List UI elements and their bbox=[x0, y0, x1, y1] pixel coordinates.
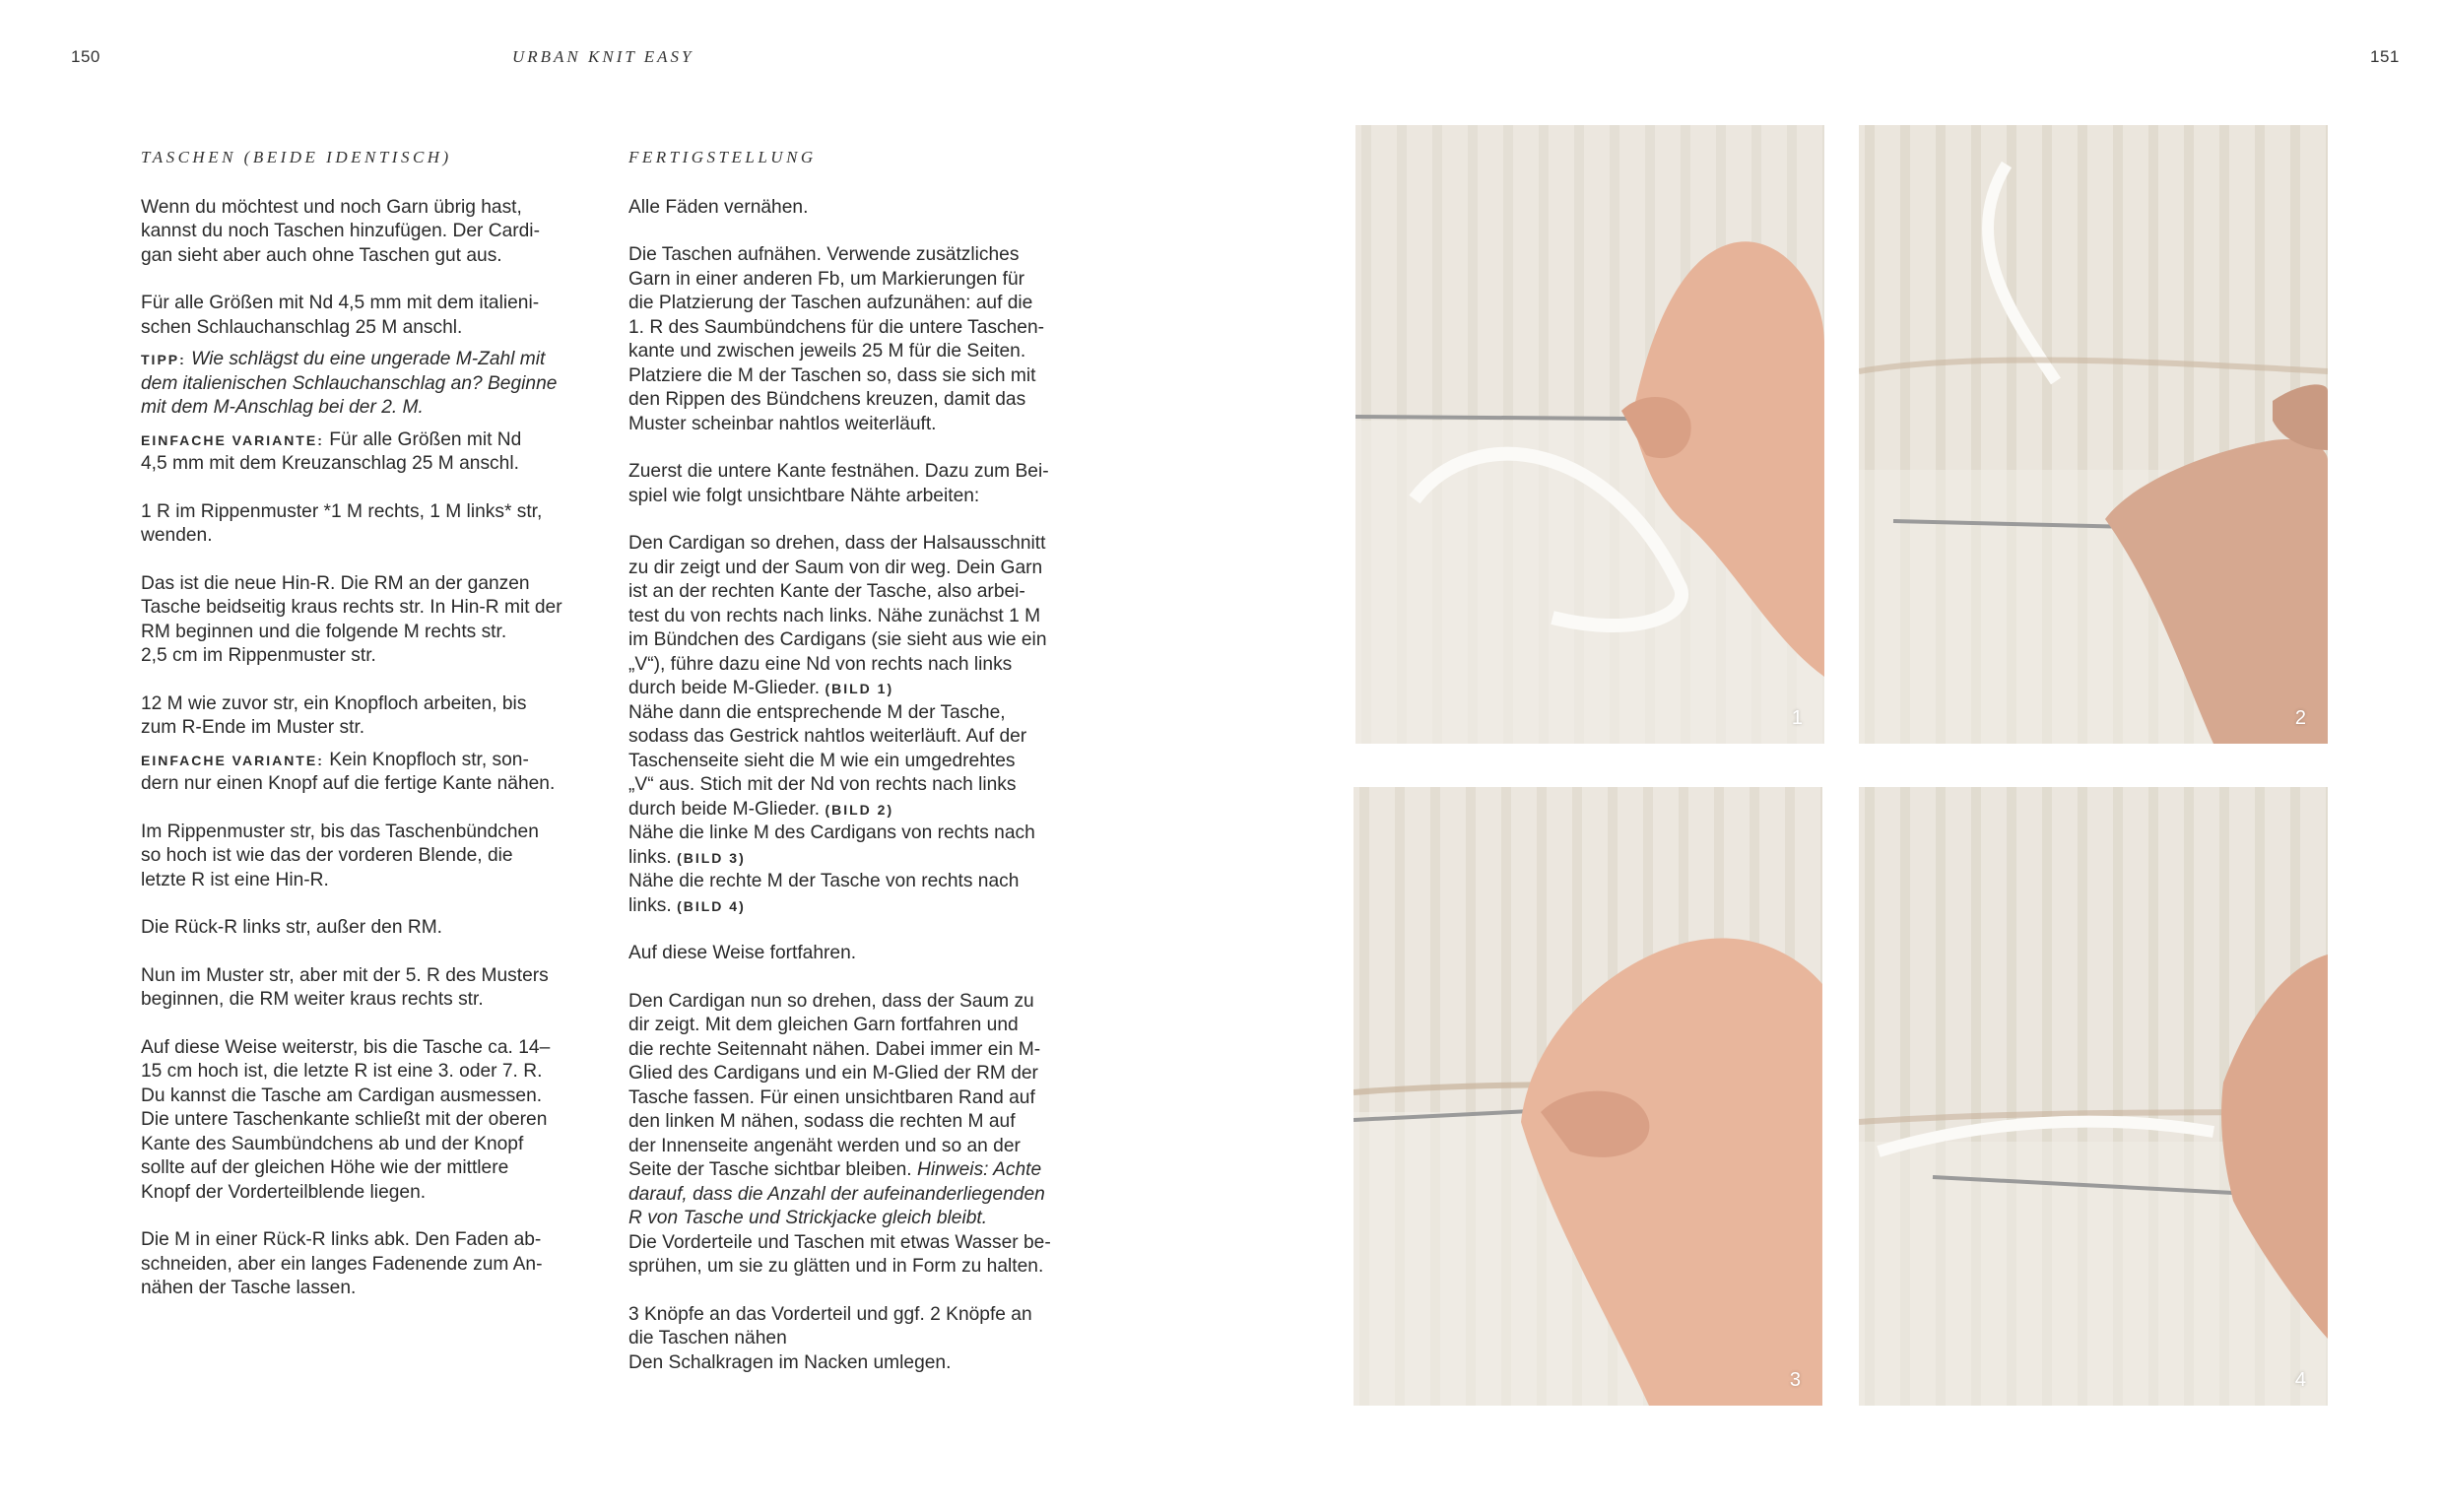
text-line: so hoch ist wie das der vorderen Blende, die bbox=[141, 845, 513, 866]
text-line: 1. R des Saumbündchens für die untere Taschen- bbox=[628, 316, 1045, 338]
figure-ref-4: (BILD 4) bbox=[677, 897, 746, 914]
text-line: 2,5 cm im Rippenmuster str. bbox=[141, 645, 376, 666]
text-line: 4,5 mm mit dem Kreuzanschlag 25 M anschl. bbox=[141, 453, 519, 474]
text-line: Knopf der Vorderteilblende liegen. bbox=[141, 1181, 427, 1203]
text-line: Für alle Größen mit Nd bbox=[329, 428, 522, 450]
instruction-text bbox=[628, 822, 1072, 846]
text-line: der Innenseite angenäht werden und so an der bbox=[628, 1135, 1021, 1156]
photo-number: 3 bbox=[1789, 1369, 1801, 1391]
instruction-text bbox=[628, 532, 1072, 677]
text-line: nähen der Tasche lassen. bbox=[141, 1278, 357, 1298]
text-line: den Rippen des Bündchens kreuzen, damit das bbox=[628, 389, 1026, 410]
paragraph bbox=[141, 821, 584, 893]
page-number-right: 151 bbox=[2370, 47, 2400, 66]
text-line: Platziere die M der Taschen so, dass sie sich mit bbox=[628, 364, 1036, 386]
knit-photo-illustration bbox=[1355, 125, 1824, 744]
text-line: Die M in einer Rück-R links abk. Den Faden ab- bbox=[141, 1229, 542, 1250]
section-heading-taschen: TASCHEN (BEIDE IDENTISCH) bbox=[141, 148, 452, 166]
text-line: Nähe die linke M des Cardigans von rechts nach bbox=[628, 822, 1035, 843]
text-line: Im Rippenmuster str, bis das Taschenbündchen bbox=[141, 821, 539, 842]
text-line: 3 Knöpfe an das Vorderteil und ggf. 2 Knöpfe an bbox=[628, 1303, 1032, 1325]
text-line: test du von rechts nach links. Nähe zunächst 1 M bbox=[628, 605, 1041, 626]
column-fertigstellung bbox=[628, 146, 1072, 1399]
paragraph bbox=[141, 692, 584, 741]
text-line: kante und zwischen jeweils 25 M für die Seiten. bbox=[628, 341, 1026, 362]
text-line: Zuerst die untere Kante festnähen. Dazu zum Bei- bbox=[628, 461, 1049, 482]
text-line: Den Cardigan nun so drehen, dass der Saum zu bbox=[628, 990, 1034, 1012]
tip-paragraph bbox=[141, 348, 584, 421]
paragraph bbox=[141, 1036, 584, 1206]
text-line: Du kannst die Tasche am Cardigan ausmessen. bbox=[141, 1085, 543, 1106]
text-line: sollte auf der gleichen Höhe wie der mittlere bbox=[141, 1157, 509, 1178]
paragraph bbox=[628, 460, 1072, 508]
tip-text bbox=[141, 349, 584, 421]
text-line: letzte R ist eine Hin-R. bbox=[141, 869, 329, 890]
text-line: 1 R im Rippenmuster *1 M rechts, 1 M links* str, bbox=[141, 500, 543, 522]
paragraph bbox=[628, 990, 1072, 1280]
variant-label: EINFACHE VARIANTE: bbox=[141, 431, 324, 448]
text-line: die Platzierung der Taschen aufzunähen: auf die bbox=[628, 293, 1033, 313]
text-line: „V“), führe dazu eine Nd von rechts nach links bbox=[628, 653, 1013, 675]
text-line: Kein Knopfloch str, son- bbox=[329, 749, 529, 770]
photo-number: 1 bbox=[1791, 707, 1803, 729]
text-line: die rechte Seitennaht nähen. Dabei immer ein M- bbox=[628, 1038, 1041, 1060]
text-line: zu dir zeigt und der Saum von dir weg. Dein Garn bbox=[628, 557, 1043, 578]
text-line: sprühen, um sie zu glätten und in Form zu halten. bbox=[628, 1256, 1044, 1277]
text-line: Die Taschen aufnähen. Verwende zusätzliches bbox=[628, 244, 1020, 265]
text-line: „V“ aus. Stich mit der Nd von rechts nach links bbox=[628, 774, 1017, 795]
paragraph-text bbox=[628, 1231, 1072, 1280]
text-line: dem italienischen Schlauchanschlag an? Beginne bbox=[141, 372, 558, 394]
tip-label: TIPP: bbox=[141, 352, 186, 367]
knit-photo-illustration bbox=[1354, 787, 1822, 1406]
text-line: gan sieht aber auch ohne Taschen gut aus. bbox=[141, 244, 502, 266]
text-line: dern nur einen Knopf auf die fertige Kante nähen. bbox=[141, 773, 556, 794]
text-line: Auf diese Weise fortfahren. bbox=[628, 943, 857, 963]
text-line: sodass das Gestrick nahtlos weiterläuft. Auf der bbox=[628, 726, 1027, 747]
photo-step-2 bbox=[1859, 125, 2328, 744]
text-line: wenden. bbox=[141, 525, 213, 546]
text-line: dir zeigt. Mit dem gleichen Garn fortfahren und bbox=[628, 1015, 1019, 1035]
instruction-text: links. bbox=[628, 894, 672, 916]
text-line: schen Schlauchanschlag 25 M anschl. bbox=[141, 316, 463, 338]
text-line: den linken M nähen, sodass die rechten M auf bbox=[628, 1111, 1016, 1132]
photo-step-4 bbox=[1859, 787, 2328, 1406]
photo-number: 2 bbox=[2294, 707, 2306, 729]
paragraph bbox=[141, 292, 584, 340]
paragraph bbox=[141, 1228, 584, 1301]
photo-step-1 bbox=[1355, 125, 1824, 744]
paragraph bbox=[141, 916, 584, 941]
text-line: im Bündchen des Cardigans (sie sieht aus wie ein bbox=[628, 629, 1047, 650]
text-line: Wenn du möchtest und noch Garn übrig hast, bbox=[141, 196, 522, 218]
text-line: beginnen, die RM weiter kraus rechts str. bbox=[141, 989, 484, 1010]
text-line: kannst du noch Taschen hinzufügen. Der Cardi- bbox=[141, 221, 540, 241]
text-line: die Taschen nähen bbox=[628, 1328, 787, 1348]
text-line: Hinweis: Achte bbox=[916, 1159, 1042, 1180]
text-line: Wie schlägst du eine ungerade M-Zahl mit bbox=[191, 349, 546, 369]
text-line: Auf diese Weise weiterstr, bis die Tasche ca. 14– bbox=[141, 1036, 551, 1058]
text-line: Tasche beidseitig kraus rechts str. In Hin-R mit der bbox=[141, 597, 562, 618]
text-line: R von Tasche und Strickjacke gleich bleibt. bbox=[628, 1208, 988, 1228]
text-line: 15 cm hoch ist, die letzte R ist eine 3. oder 7. R. bbox=[141, 1061, 543, 1082]
text-line: Für alle Größen mit Nd 4,5 mm mit dem italieni- bbox=[141, 293, 540, 313]
running-head: URBAN KNIT EASY bbox=[512, 47, 694, 66]
page-number-left: 150 bbox=[71, 47, 100, 66]
text-line: spiel wie folgt unsichtbare Nähte arbeiten: bbox=[628, 485, 980, 506]
variant-paragraph bbox=[141, 428, 584, 477]
text-line: Nun im Muster str, aber mit der 5. R des Musters bbox=[141, 964, 549, 986]
text-line: Tasche fassen. Für einen unsichtbaren Rand auf bbox=[628, 1086, 1035, 1108]
text-line: zum R-Ende im Muster str. bbox=[141, 717, 365, 738]
section-heading-fertigstellung: FERTIGSTELLUNG bbox=[628, 148, 817, 166]
paragraph bbox=[141, 196, 584, 269]
photo-step-3 bbox=[1354, 787, 1822, 1406]
paragraph bbox=[141, 964, 584, 1013]
text-line: Kante des Saumbündchens ab und der Knopf bbox=[141, 1133, 524, 1154]
text-line: mit dem M-Anschlag bei der 2. M. bbox=[141, 397, 424, 418]
figure-ref-3: (BILD 3) bbox=[677, 849, 746, 866]
text-line: darauf, dass die Anzahl der aufeinanderliegenden bbox=[628, 1183, 1045, 1205]
paragraph bbox=[628, 1303, 1072, 1376]
text-line: Den Schalkragen im Nacken umlegen. bbox=[628, 1351, 952, 1373]
column-taschen bbox=[141, 146, 584, 1325]
text-line: Glied des Cardigans und ein M-Glied der RM der bbox=[628, 1063, 1038, 1084]
text-line: RM beginnen und die folgende M rechts str. bbox=[141, 621, 507, 642]
paragraph-text bbox=[628, 990, 1072, 1159]
knit-photo-illustration bbox=[1859, 787, 2328, 1406]
figure-ref-1: (BILD 1) bbox=[825, 681, 894, 696]
photo-number: 4 bbox=[2294, 1369, 2306, 1391]
variant-paragraph bbox=[141, 749, 584, 797]
text-line: Die Rück-R links str, außer den RM. bbox=[141, 917, 443, 938]
paragraph bbox=[141, 572, 584, 669]
paragraph bbox=[141, 500, 584, 549]
text-line: Die Vorderteile und Taschen mit etwas Wasser be- bbox=[628, 1231, 1051, 1253]
paragraph bbox=[628, 942, 1072, 966]
variant-label: EINFACHE VARIANTE: bbox=[141, 752, 324, 768]
instruction-text bbox=[628, 701, 1072, 798]
instruction-text: durch beide M-Glieder. bbox=[628, 678, 821, 698]
text-line: Taschenseite sieht die M wie ein umgedrehtes bbox=[628, 750, 1016, 771]
instruction-text bbox=[628, 870, 1072, 894]
paragraph-text: Seite der Tasche sichtbar bleiben. bbox=[628, 1159, 912, 1180]
text-line: 12 M wie zuvor str, ein Knopfloch arbeiten, bis bbox=[141, 692, 527, 714]
instruction-block bbox=[628, 532, 1072, 918]
text-line: Nähe die rechte M der Tasche von rechts nach bbox=[628, 871, 1020, 891]
instruction-text: durch beide M-Glieder. bbox=[628, 798, 821, 820]
knit-photo-illustration bbox=[1859, 125, 2328, 744]
text-line: Nähe dann die entsprechende M der Tasche, bbox=[628, 701, 1006, 723]
paragraph bbox=[628, 243, 1072, 436]
text-line: Die untere Taschenkante schließt mit der oberen bbox=[141, 1109, 548, 1130]
text-line: Muster scheinbar nahtlos weiterläuft. bbox=[628, 413, 937, 434]
instruction-text: links. bbox=[628, 846, 672, 868]
figure-ref-2: (BILD 2) bbox=[825, 801, 894, 818]
text-line: ist an der rechten Kante der Tasche, also arbei- bbox=[628, 581, 1025, 602]
text-line: Den Cardigan so drehen, dass der Halsausschnitt bbox=[628, 533, 1046, 554]
paragraph bbox=[628, 196, 1072, 221]
text-line: schneiden, aber ein langes Fadenende zum An- bbox=[141, 1253, 543, 1275]
text-line: Garn in einer anderen Fb, um Markierungen für bbox=[628, 268, 1025, 290]
text-line: Das ist die neue Hin-R. Die RM an der ganzen bbox=[141, 572, 530, 594]
text-line: Alle Fäden vernähen. bbox=[628, 196, 809, 218]
